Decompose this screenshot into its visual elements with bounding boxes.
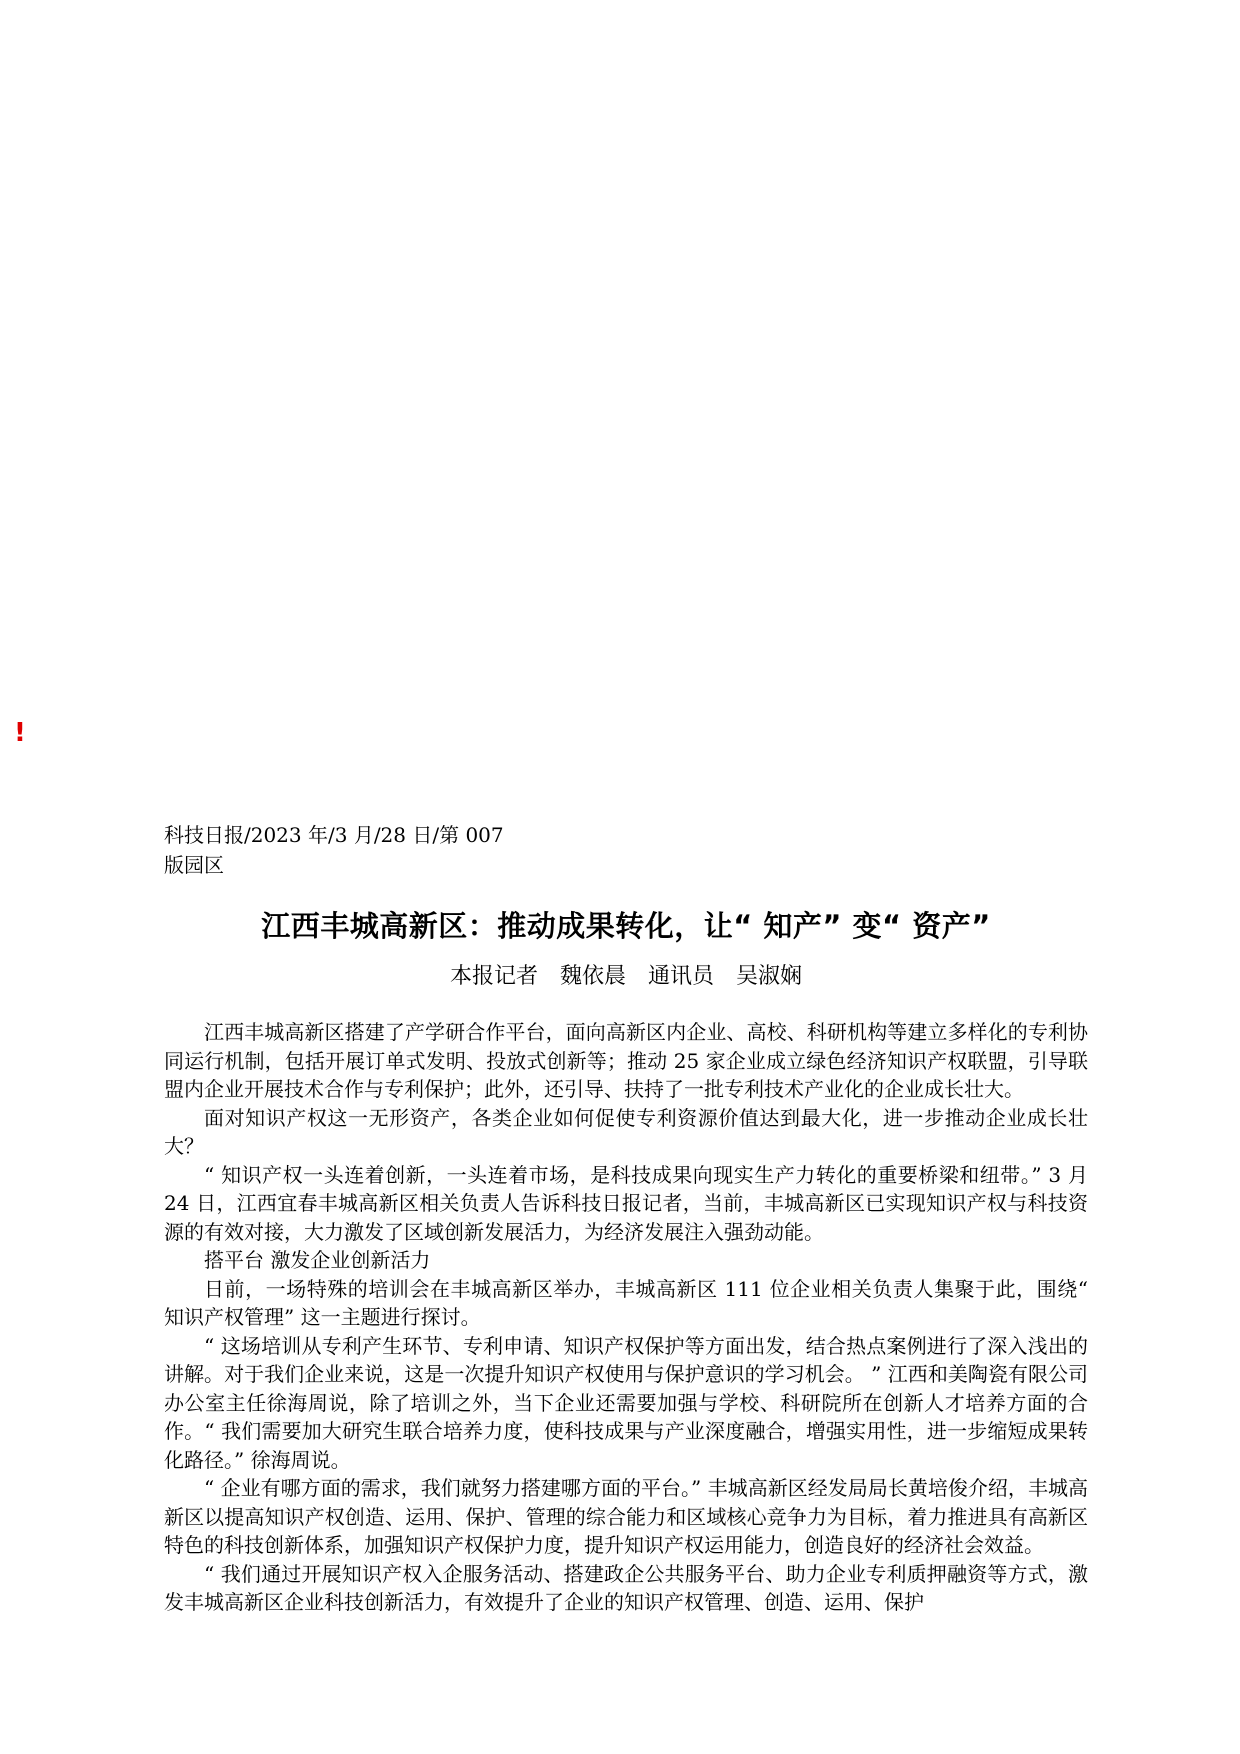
article-title: 江西丰城高新区：推动成果转化，让“ 知产” 变“ 资产” <box>261 909 991 943</box>
paragraph: 日前，一场特殊的培训会在丰城高新区举办，丰城高新区 111 位企业相关负责人集聚于此，围绕“ 知识产权管理” 这一主题进行探讨。 <box>164 1276 1088 1329</box>
source-line: 科技日报/2023 年/3 月/28 日/第 007 版园区 <box>164 823 504 877</box>
byline: 本报记者 魏依晨 通讯员 吴淑娴 <box>449 964 802 989</box>
paragraph: “ 知识产权一头连着创新，一头连着市场，是科技成果向现实生产力转化的重要桥梁和纽带。” 3 月 24 日，江西宜春丰城高新区相关负责人告诉科技日报记者，当前，丰城高新区已实现知识产权与科技资源的有效对接，大力激发了区域创新发展活力，为经济发展注入强劲动能。 <box>164 1162 1088 1244</box>
paragraph: “ 这场培训从专利产生环节、专利申请、知识产权保护等方面出发，结合热点案例进行了深入浅出的讲解。对于我们企业来说，这是一次提升知识产权使用与保护意识的学习机会。 ” 江西和美陶瓷有限公司办公室主任徐海周说，除了培训之外，当下企业还需要加强与学校、科研院所在创新人才培养方面的合作。“ 我们需要加大研究生联合培养力度，使科技成果与产业深度融合，增强实用性，进一步缩短成果转化路径。” 徐海周说。 <box>164 1333 1088 1472</box>
article <box>164 820 1088 1617</box>
section-heading: 搭平台 激发企业创新活力 <box>204 1248 431 1272</box>
paragraph: 江西丰城高新区搭建了产学研合作平台，面向高新区内企业、高校、科研机构等建立多样化的专利协同运行机制，包括开展订单式发明、投放式创新等；推动 25 家企业成立绿色经济知识产权联盟，引导联盟内企业开展技术合作与专利保护；此外，还引导、扶持了一批专利技术产业化的企业成长壮大。 <box>164 1020 1088 1101</box>
paragraph: “ 我们通过开展知识产权入企服务活动、搭建政企公共服务平台、助力企业专利质押融资等方式，激发丰城高新区企业科技创新活力，有效提升了企业的知识产权管理、创造、运用、保护 <box>164 1561 1088 1614</box>
paragraph: “ 企业有哪方面的需求，我们就努力搭建哪方面的平台。” 丰城高新区经发局局长黄培俊介绍，丰城高新区以提高知识产权创造、运用、保护、管理的综合能力和区域核心竞争力为目标，着力推进具有高新区特色的科技创新体系，加强知识产权保护力度，提升知识产权运用能力，创造良好的经济社会效益。 <box>164 1476 1088 1557</box>
warning-marker: ! <box>14 718 26 748</box>
article-body <box>164 1018 1088 1617</box>
paragraph: 面对知识产权这一无形资产，各类企业如何促使专利资源价值达到最大化，进一步推动企业成长壮大？ <box>164 1105 1088 1158</box>
